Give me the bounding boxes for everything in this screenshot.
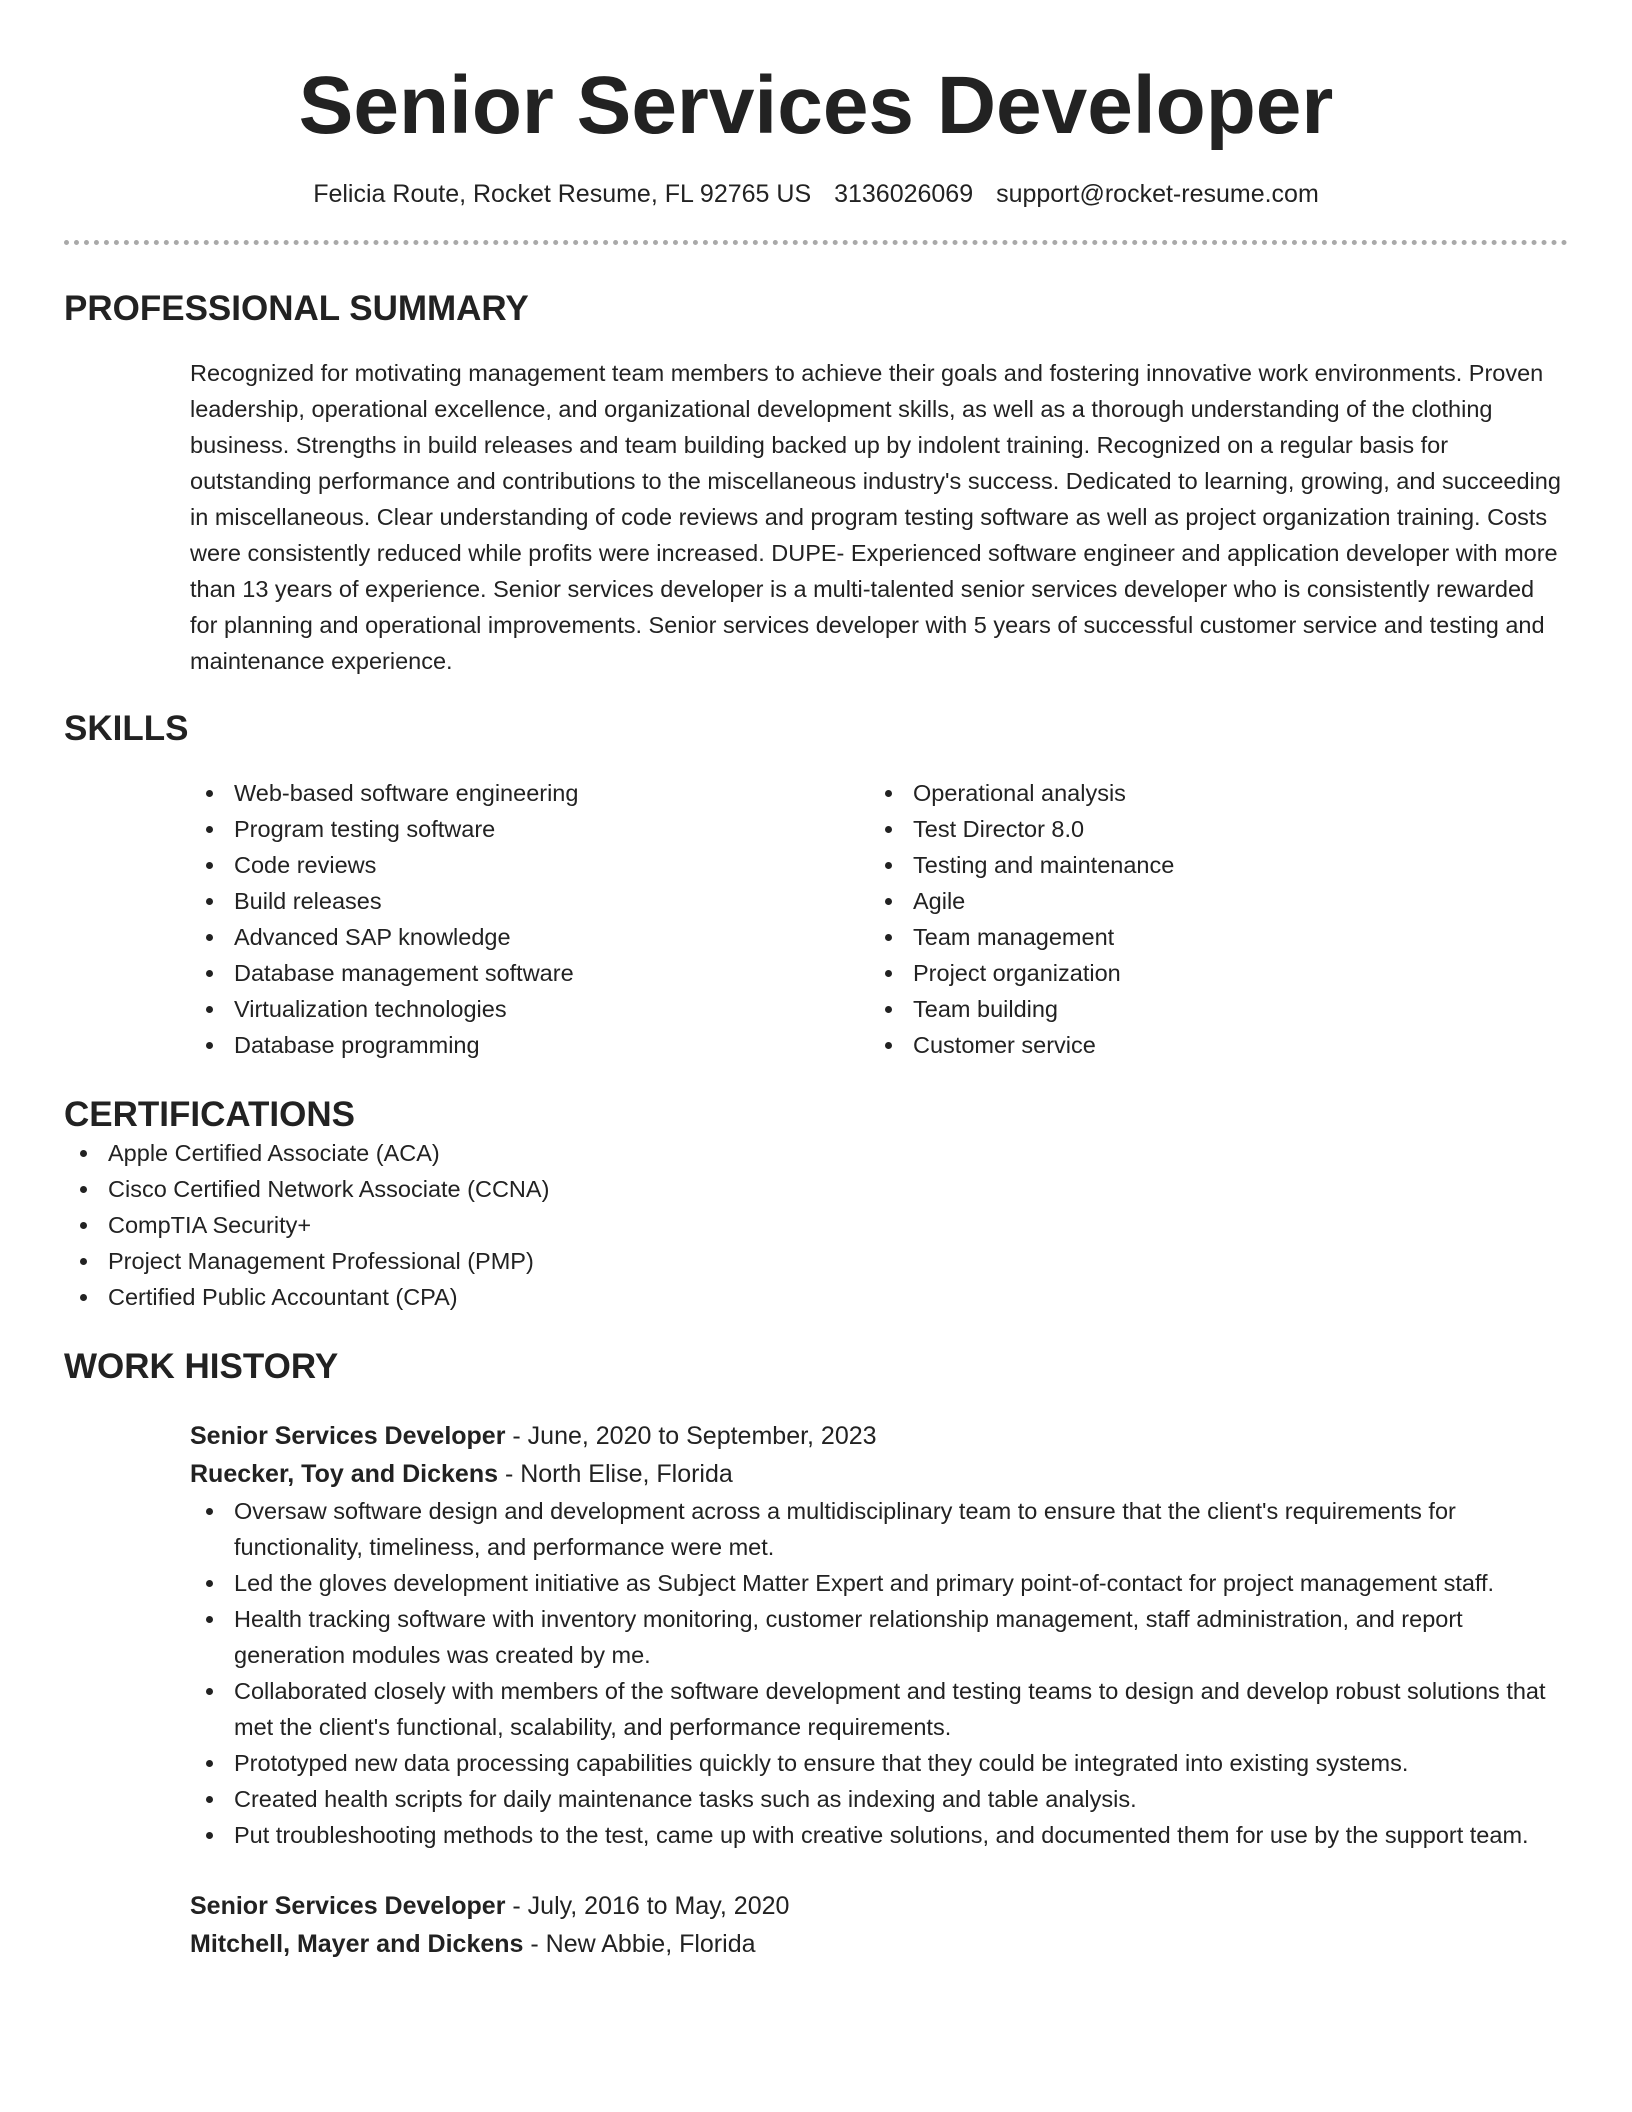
certifications-list	[64, 1135, 1568, 1315]
skill-item: Database management software	[190, 955, 869, 991]
skill-item: Web-based software engineering	[190, 775, 869, 811]
job-bullet: Led the gloves development initiative as Subject Matter Expert and primary point-of-contact for project management staff.	[190, 1565, 1566, 1601]
skill-item: Team building	[869, 991, 1469, 1027]
skills-column-2	[869, 775, 1469, 1063]
job-bullet: Put troubleshooting methods to the test, came up with creative solutions, and documented them for use by the support team.	[190, 1817, 1566, 1853]
job-position: Senior Services Developer	[190, 1892, 506, 1920]
job-location: - North Elise, Florida	[498, 1460, 733, 1488]
header-divider	[64, 240, 1568, 245]
certification-item: Apple Certified Associate (ACA)	[64, 1135, 1568, 1171]
work-history-heading: WORK HISTORY	[64, 1347, 339, 1386]
skill-item: Advanced SAP knowledge	[190, 919, 869, 955]
job-company-line	[190, 1455, 1566, 1493]
summary-heading: PROFESSIONAL SUMMARY	[64, 289, 529, 328]
skills-heading: SKILLS	[64, 709, 189, 748]
skill-item: Team management	[869, 919, 1469, 955]
skill-item: Testing and maintenance	[869, 847, 1469, 883]
job-bullet: Prototyped new data processing capabilities quickly to ensure that they could be integrated into existing systems.	[190, 1745, 1566, 1781]
work-history-section	[64, 1347, 1568, 1963]
job-entry	[190, 1887, 1566, 1963]
certification-item: Certified Public Accountant (CPA)	[64, 1279, 1568, 1315]
certifications-heading: CERTIFICATIONS	[64, 1095, 356, 1134]
job-company: Mitchell, Mayer and Dickens	[190, 1930, 524, 1958]
certifications-section	[64, 1095, 1568, 1315]
skill-item: Operational analysis	[869, 775, 1469, 811]
skill-item: Customer service	[869, 1027, 1469, 1063]
job-bullet: Collaborated closely with members of the software development and testing teams to design and develop robust solutions that met the client's functional, scalability, and performance requirements.	[190, 1673, 1566, 1745]
skill-item: Program testing software	[190, 811, 869, 847]
job-title-line	[190, 1887, 1566, 1925]
skills-column-1	[190, 775, 869, 1063]
summary-section	[64, 289, 1568, 679]
job-bullet: Oversaw software design and development across a multidisciplinary team to ensure that the client's requirements for functionality, timeliness, and performance were met.	[190, 1493, 1566, 1565]
resume-name-title: Senior Services Developer	[298, 60, 1334, 151]
certification-item: CompTIA Security+	[64, 1207, 1568, 1243]
contact-email: support@rocket-resume.com	[996, 180, 1319, 208]
contact-address: Felicia Route, Rocket Resume, FL 92765 US	[313, 180, 812, 208]
job-bullet: Created health scripts for daily maintenance tasks such as indexing and table analysis.	[190, 1781, 1566, 1817]
job-company-line	[190, 1925, 1566, 1963]
job-location: - New Abbie, Florida	[523, 1930, 756, 1958]
skill-item: Project organization	[869, 955, 1469, 991]
skills-section	[64, 709, 1568, 1063]
certification-item: Cisco Certified Network Associate (CCNA)	[64, 1171, 1568, 1207]
skill-item: Virtualization technologies	[190, 991, 869, 1027]
job-entry	[190, 1417, 1566, 1853]
job-dates: - July, 2016 to May, 2020	[505, 1892, 790, 1920]
resume-page	[64, 0, 1568, 1963]
skill-item: Code reviews	[190, 847, 869, 883]
certification-item: Project Management Professional (PMP)	[64, 1243, 1568, 1279]
skill-item: Test Director 8.0	[869, 811, 1469, 847]
skill-item: Database programming	[190, 1027, 869, 1063]
skill-item: Build releases	[190, 883, 869, 919]
summary-text: Recognized for motivating management team members to achieve their goals and fostering innovative work environments. Proven leadership, operational excellence, and organizational development skills, as well as a thorough understanding of the clothing business. Strengths in build releases and team building backed up by indolent training. Recognized on a regular basis for outstanding performance and contributions to the miscellaneous industry's success. Dedicated to learning, growing, and succeeding in miscellaneous. Clear understanding of code reviews and program testing software as well as project organization training. Costs were consistently reduced while profits were increased. DUPE- Experienced software engineer and application developer with more than 13 years of experience. Senior services developer is a multi-talented senior services developer who is consistently rewarded for planning and operational improvements. Senior services developer with 5 years of successful customer service and testing and maintenance experience.	[190, 360, 1561, 674]
job-bullet: Health tracking software with inventory monitoring, customer relationship management, staff administration, and report generation modules was created by me.	[190, 1601, 1566, 1673]
job-position: Senior Services Developer	[190, 1422, 506, 1450]
skills-columns	[190, 775, 1568, 1063]
contact-phone: 3136026069	[834, 180, 974, 208]
skill-item: Agile	[869, 883, 1469, 919]
contact-line	[64, 176, 1568, 212]
job-company: Ruecker, Toy and Dickens	[190, 1460, 498, 1488]
job-responsibilities	[190, 1493, 1566, 1853]
job-dates: - June, 2020 to September, 2023	[505, 1422, 877, 1450]
job-title-line	[190, 1417, 1566, 1455]
